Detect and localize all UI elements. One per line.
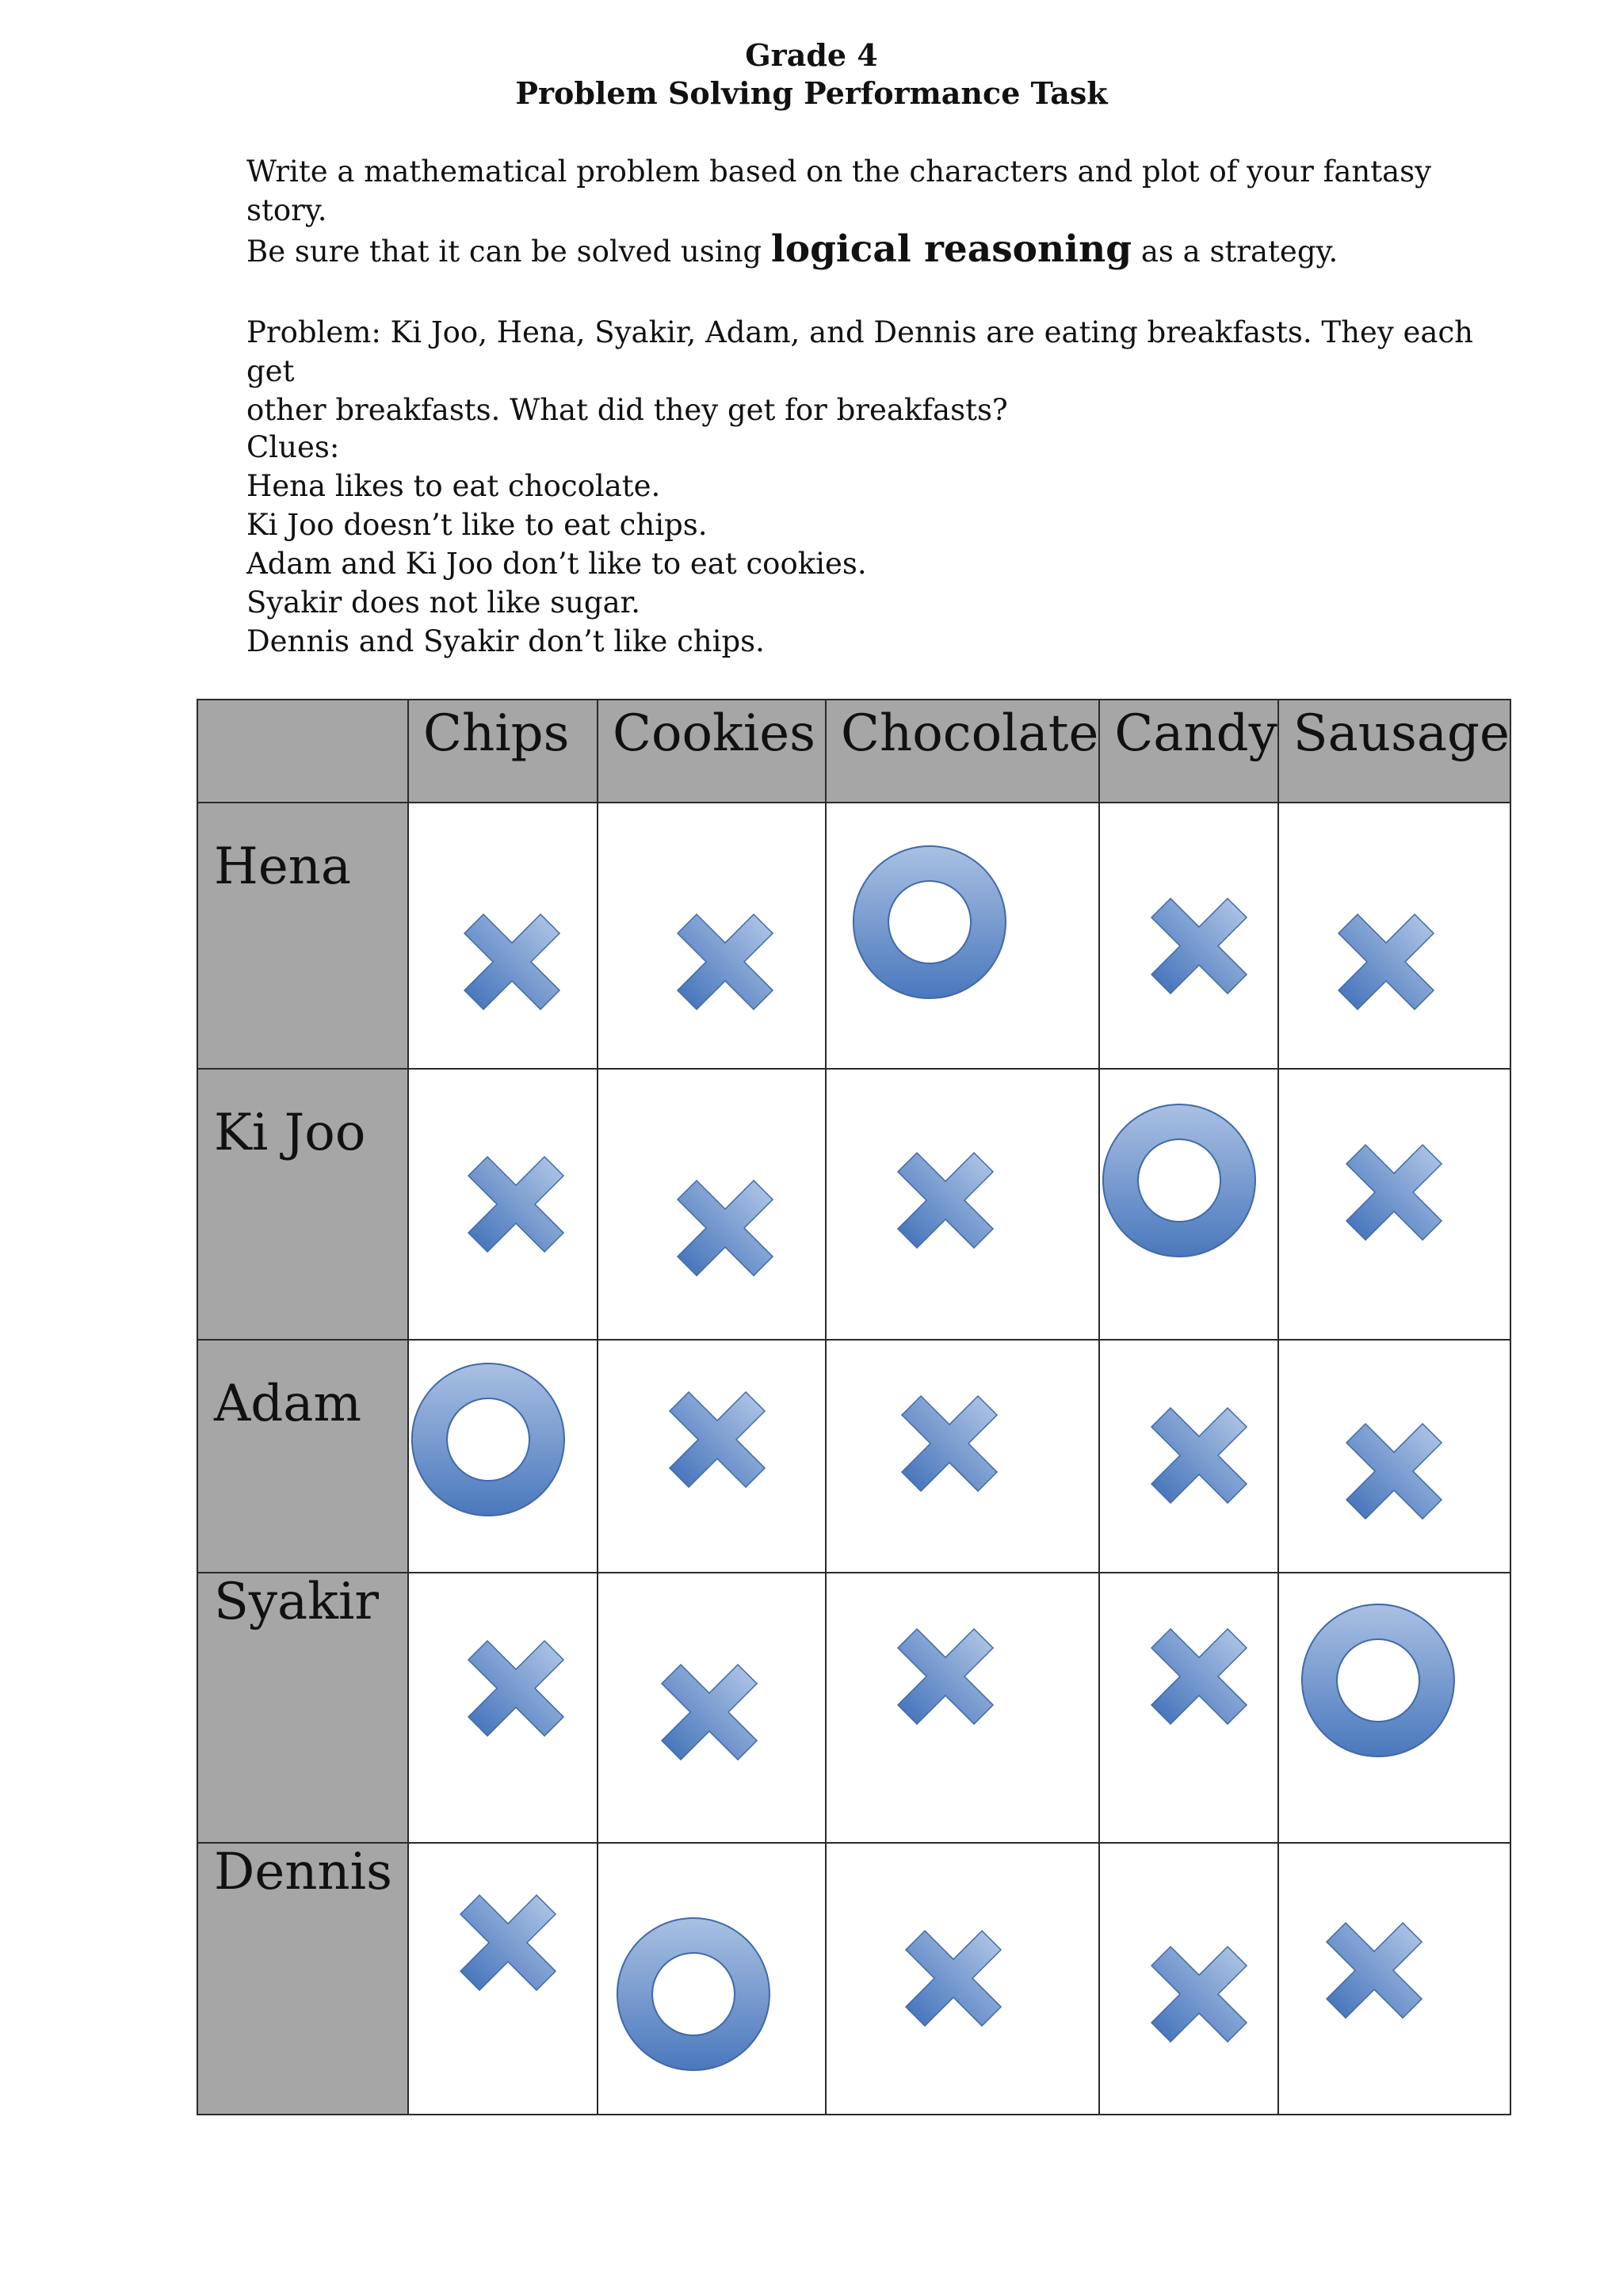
grid-row-hena — [197, 803, 1510, 1069]
clue-item: Dennis and Syakir don’t like chips. — [246, 624, 765, 658]
intro-line-2-after: as a strategy. — [1132, 235, 1338, 269]
cross-mark-icon — [445, 1133, 603, 1291]
grid-cell — [408, 1340, 598, 1573]
circle-mark-icon — [1299, 1601, 1457, 1760]
column-header-label: Sausage — [1293, 704, 1510, 763]
grid-corner-cell — [197, 700, 408, 803]
problem-statement — [246, 313, 1514, 429]
grid-cell — [1278, 1069, 1510, 1340]
column-header-label: Candy — [1114, 704, 1277, 763]
grid-cell — [598, 1340, 826, 1573]
grid-cell — [1099, 1069, 1277, 1340]
grid-cell — [598, 1069, 826, 1340]
grid-cell — [408, 1069, 598, 1340]
row-header-syakir — [197, 1573, 408, 1843]
column-header-label: Chocolate — [841, 704, 1099, 763]
cross-mark-icon — [445, 1617, 603, 1775]
column-header-cookies — [598, 700, 826, 803]
grid-cell — [598, 803, 826, 1069]
logic-grid — [197, 699, 1511, 2115]
intro-instructions — [246, 152, 1514, 271]
grid-cell — [1099, 803, 1277, 1069]
grid-cell — [1099, 1573, 1277, 1843]
cross-mark-icon — [1128, 1923, 1286, 2081]
circle-mark-icon — [1100, 1101, 1258, 1260]
cross-mark-icon — [654, 1157, 812, 1315]
row-name-label: Syakir — [214, 1573, 379, 1631]
clue-item: Syakir does not like sugar. — [246, 585, 641, 620]
cross-mark-icon — [882, 1907, 1041, 2065]
grid-cell — [826, 803, 1099, 1069]
grid-cell — [1278, 1843, 1510, 2115]
clues-list — [246, 428, 1514, 661]
cross-mark-icon — [1303, 1899, 1461, 2058]
clue-item: Adam and Ki Joo don’t like to eat cookies. — [246, 547, 867, 581]
row-name-label: Dennis — [214, 1843, 392, 1901]
column-header-chocolate — [826, 700, 1099, 803]
row-header-ki-joo — [197, 1069, 408, 1340]
grid-cell — [408, 1843, 598, 2115]
column-header-candy — [1099, 700, 1277, 803]
column-header-chips — [408, 700, 598, 803]
problem-line-2: other breakfasts. What did they get for breakfasts? — [246, 393, 1008, 427]
grid-cell — [1278, 1573, 1510, 1843]
cross-mark-icon — [437, 1871, 595, 2030]
cross-mark-icon — [878, 1372, 1037, 1531]
grid-cell — [1278, 803, 1510, 1069]
row-name-label: Ki Joo — [214, 1104, 366, 1162]
row-name-label: Adam — [214, 1375, 362, 1433]
grid-cell — [1099, 1340, 1277, 1573]
grid-cell — [826, 1573, 1099, 1843]
row-header-dennis — [197, 1843, 408, 2115]
grid-row-adam — [197, 1340, 1510, 1573]
grid-cell — [1099, 1843, 1277, 2115]
problem-line-1: Problem: Ki Joo, Hena, Syakir, Adam, and Dennis are eating breakfasts. They each get — [246, 315, 1474, 388]
row-name-label: Hena — [214, 837, 352, 896]
grid-cell — [408, 1573, 598, 1843]
row-header-adam — [197, 1340, 408, 1573]
cross-mark-icon — [1323, 1400, 1481, 1558]
column-header-label: Cookies — [613, 704, 815, 763]
grid-cell — [598, 1573, 826, 1843]
cross-mark-icon — [654, 891, 812, 1049]
cross-mark-icon — [1128, 875, 1286, 1033]
row-header-hena — [197, 803, 408, 1069]
grid-cell — [826, 1069, 1099, 1340]
grid-row-ki-joo — [197, 1069, 1510, 1340]
intro-line-1: Write a mathematical problem based on the characters and plot of your fantasy story. — [246, 154, 1432, 227]
grid-cell — [826, 1340, 1099, 1573]
cross-mark-icon — [646, 1368, 804, 1527]
circle-mark-icon — [614, 1915, 773, 2073]
cross-mark-icon — [1128, 1605, 1286, 1764]
cross-mark-icon — [1128, 1384, 1286, 1543]
grid-row-syakir — [197, 1573, 1510, 1843]
cross-mark-icon — [1323, 1121, 1481, 1280]
cross-mark-icon — [441, 891, 599, 1049]
intro-line-2-before: Be sure that it can be solved using — [246, 235, 771, 269]
circle-mark-icon — [409, 1360, 567, 1519]
clue-item: Ki Joo doesn’t like to eat chips. — [246, 508, 708, 542]
circle-mark-icon — [850, 843, 1009, 1001]
column-header-label: Chips — [423, 704, 570, 763]
clues-label: Clues: — [246, 430, 340, 464]
logical-reasoning-emphasis: logical reasoning — [770, 227, 1132, 271]
cross-mark-icon — [874, 1129, 1033, 1287]
task-title: Problem Solving Performance Task — [515, 75, 1108, 111]
grid-cell — [1278, 1340, 1510, 1573]
grid-header-row — [197, 700, 1510, 803]
grid-cell — [826, 1843, 1099, 2115]
clue-item: Hena likes to eat chocolate. — [246, 469, 661, 503]
grade-title: Grade 4 — [745, 37, 878, 73]
grid-cell — [408, 803, 598, 1069]
column-header-sausage — [1278, 700, 1510, 803]
grid-cell — [598, 1843, 826, 2115]
grid-row-dennis — [197, 1843, 1510, 2115]
intro-line-2 — [246, 227, 1514, 271]
cross-mark-icon — [874, 1605, 1033, 1764]
cross-mark-icon — [638, 1641, 796, 1799]
cross-mark-icon — [1315, 891, 1473, 1049]
